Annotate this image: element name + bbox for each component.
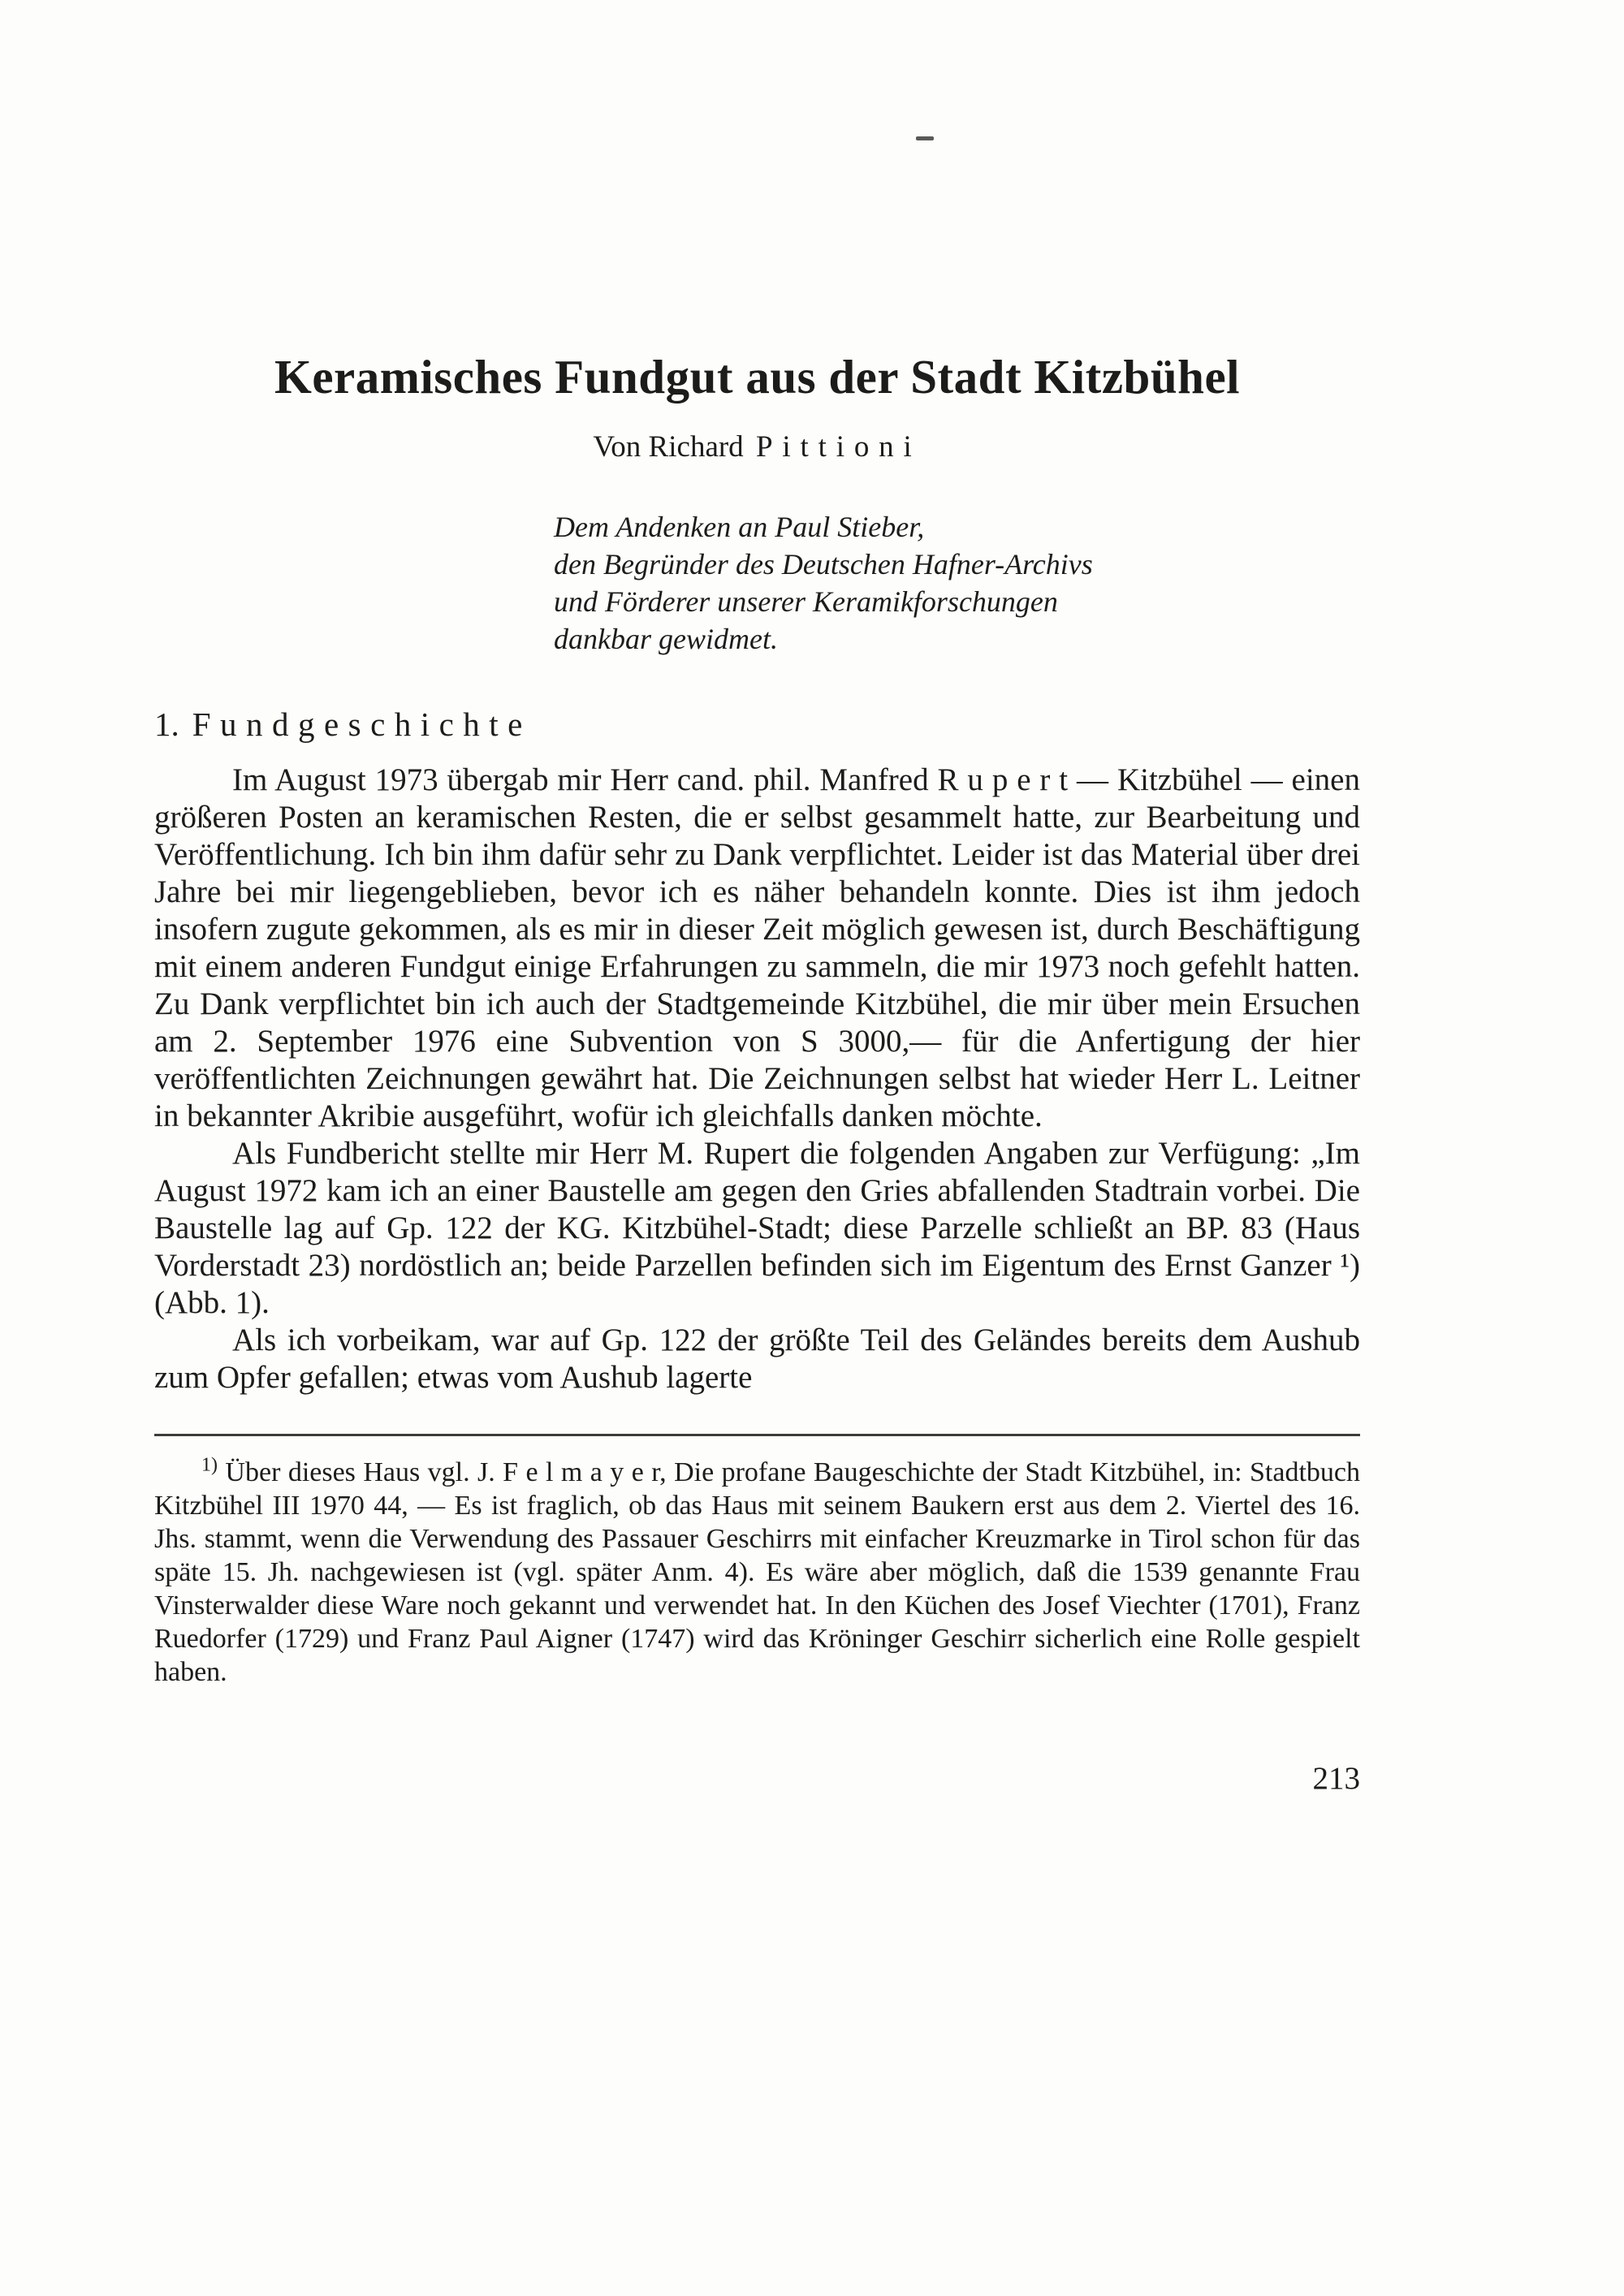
section-heading: [154, 705, 1360, 744]
dedication-line: dankbar gewidmet.: [554, 623, 778, 655]
dedication: [554, 508, 1360, 658]
author-surname: Pittioni: [755, 430, 922, 464]
byline: [154, 429, 1360, 464]
page-number: 213: [1312, 1761, 1360, 1796]
byline-prefix: Von Richard: [593, 430, 744, 464]
body-paragraph: Als Fundbericht stellte mir Herr M. Rupert die folgenden Angaben zur Verfügung: „Im August 1972 kam ich an einer Baustelle am gegen den Gries abfallenden Stadtrain vorbei. Die Baustelle lag auf Gp. 122 der KG. Kitzbühel-Stadt; diese Parzelle schließt an BP. 83 (Haus Vorderstadt 23) nordöstlich an; beide Parzellen befinden sich im Eigentum des Ernst Ganzer ¹) (Abb. 1).: [154, 1136, 1360, 1320]
dedication-line: und Förderer unserer Keramikforschungen: [554, 585, 1058, 618]
scan-artifact-dash: [916, 136, 934, 140]
body-paragraph: Als ich vorbeikam, war auf Gp. 122 der größte Teil des Geländes bereits dem Aushub zum Opfer gefallen; etwas vom Aushub lagerte: [154, 1323, 1360, 1395]
footnote-text: Über dieses Haus vgl. J. F e l m a y e r, Die profane Baugeschichte der Stadt Kitzbühel, in: Stadtbuch Kitzbühel III 1970 44, — Es ist fraglich, ob das Haus mit seinem Baukern erst aus dem 2. Viertel des 16. Jhs. stammt, wenn die Verwendung des Passauer Geschirrs mit einfacher Kreuzmarke in Tirol schon für das späte 15. Jh. nachgewiesen ist (vgl. später Anm. 4). Es wäre aber möglich, daß die 1539 genannte Frau Vinsterwalder diese Ware noch gekannt und verwendet hat. In den Küchen des Josef Viechter (1701), Franz Ruedorfer (1729) und Franz Paul Aigner (1747) wird das Kröninger Geschirr sicherlich eine Rolle gespielt haben.: [154, 1457, 1360, 1687]
footnote: [154, 1456, 1360, 1689]
section-heading-text: Fundgeschichte: [192, 706, 532, 743]
dedication-line: Dem Andenken an Paul Stieber,: [554, 511, 925, 543]
text-block: [154, 349, 1360, 1797]
footnote-marker: 1): [201, 1454, 218, 1476]
page-title: Keramisches Fundgut aus der Stadt Kitzbühel: [274, 350, 1241, 404]
section-number: 1.: [154, 706, 179, 743]
footnote-separator-rule: [154, 1434, 1360, 1436]
body-paragraph: Im August 1973 übergab mir Herr cand. phil. Manfred R u p e r t — Kitzbühel — einen größeren Posten an keramischen Resten, die er selbst gesammelt hatte, zur Bearbeitung und Veröffentlichung. Ich bin ihm dafür sehr zu Dank verpflichtet. Leider ist das Material über drei Jahre bei mir liegengeblieben, bevor ich es näher behandeln konnte. Dies ist ihm jedoch insofern zugute gekommen, als es mir in dieser Zeit möglich gewesen ist, durch Beschäftigung mit einem anderen Fundgut einige Erfahrungen zu sammeln, die mir 1973 noch gefehlt hatten. Zu Dank verpflichtet bin ich auch der Stadtgemeinde Kitzbühel, die mir über mein Ersuchen am 2. September 1976 eine Subvention von S 3000,— für die Anfertigung der hier veröffentlichten Zeichnungen gewährt hat. Die Zeichnungen selbst hat wieder Herr L. Leitner in bekannter Akribie ausgeführt, wofür ich gleichfalls danken möchte.: [154, 762, 1360, 1133]
dedication-line: den Begründer des Deutschen Hafner-Archivs: [554, 548, 1093, 580]
